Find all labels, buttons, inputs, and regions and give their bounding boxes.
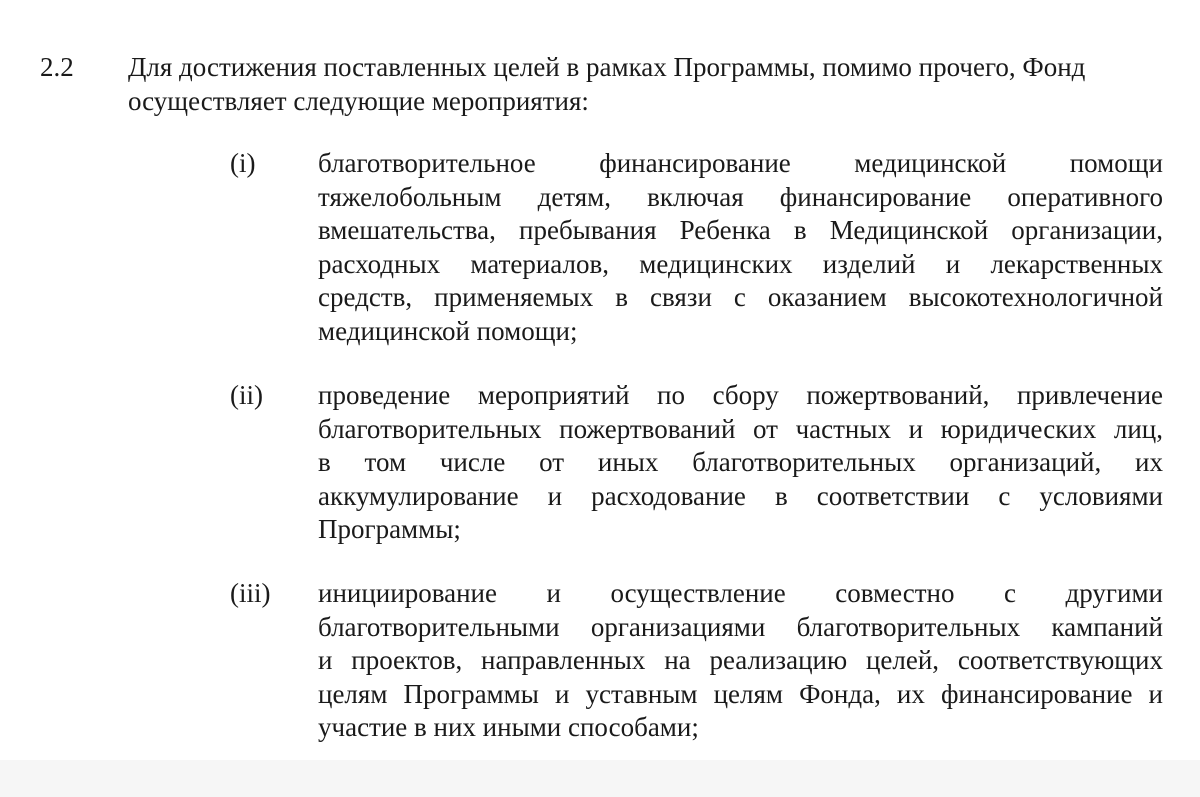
- list-item-marker: (i): [230, 148, 256, 178]
- list-item-line: благотворительных пожертвований от частных и юридических лиц,: [318, 413, 1163, 444]
- section-number: 2.2: [40, 52, 74, 82]
- section-intro-line: Для достижения поставленных целей в рамках Программы, помимо прочего, Фонд: [128, 52, 1086, 82]
- list-item-line: и проектов, направленных на реализацию целей, соответствующих: [318, 645, 1163, 675]
- list-item-line: участие в них иными способами;: [318, 712, 699, 742]
- list-item-line: тяжелобольным детям, включая финансирование оперативного: [318, 181, 1163, 212]
- list-item-line: средств, применяемых в связи с оказанием высокотехнологичной: [318, 282, 1163, 312]
- list-item-line: в том числе от иных благотворительных организаций, их: [318, 447, 1163, 477]
- list-item-line: Программы;: [318, 514, 461, 544]
- list-item-line: расходных материалов, медицинских изделий и лекарственных: [318, 248, 1163, 279]
- list-item-line: благотворительное финансирование медицинской помощи: [318, 148, 1163, 178]
- list-item-text: [318, 147, 1163, 348]
- list-item-line: благотворительными организациями благотворительных кампаний: [318, 611, 1163, 642]
- scan-bottom-edge: [0, 760, 1200, 797]
- list-item-line: медицинской помощи;: [318, 315, 578, 346]
- list-item-line: вмешательства, пребывания Ребенка в Медицинской организации,: [318, 215, 1163, 245]
- list-item-line: инициирование и осуществление совместно с другими: [318, 578, 1163, 608]
- section-intro-line: осуществляет следующие мероприятия:: [128, 85, 589, 116]
- list-item-text: [318, 379, 1163, 547]
- list-item-line: проведение мероприятий по сбору пожертвований, привлечение: [318, 380, 1163, 410]
- list-item-line: целям Программы и уставным целям Фонда, их финансирование и: [318, 678, 1163, 709]
- list-item-marker: (iii): [230, 578, 271, 608]
- section-intro-text: [128, 51, 1164, 118]
- list-item-line: аккумулирование и расходование в соответствии с условиями: [318, 480, 1163, 511]
- list-item-marker: (ii): [230, 380, 263, 410]
- list-item-text: [318, 577, 1163, 745]
